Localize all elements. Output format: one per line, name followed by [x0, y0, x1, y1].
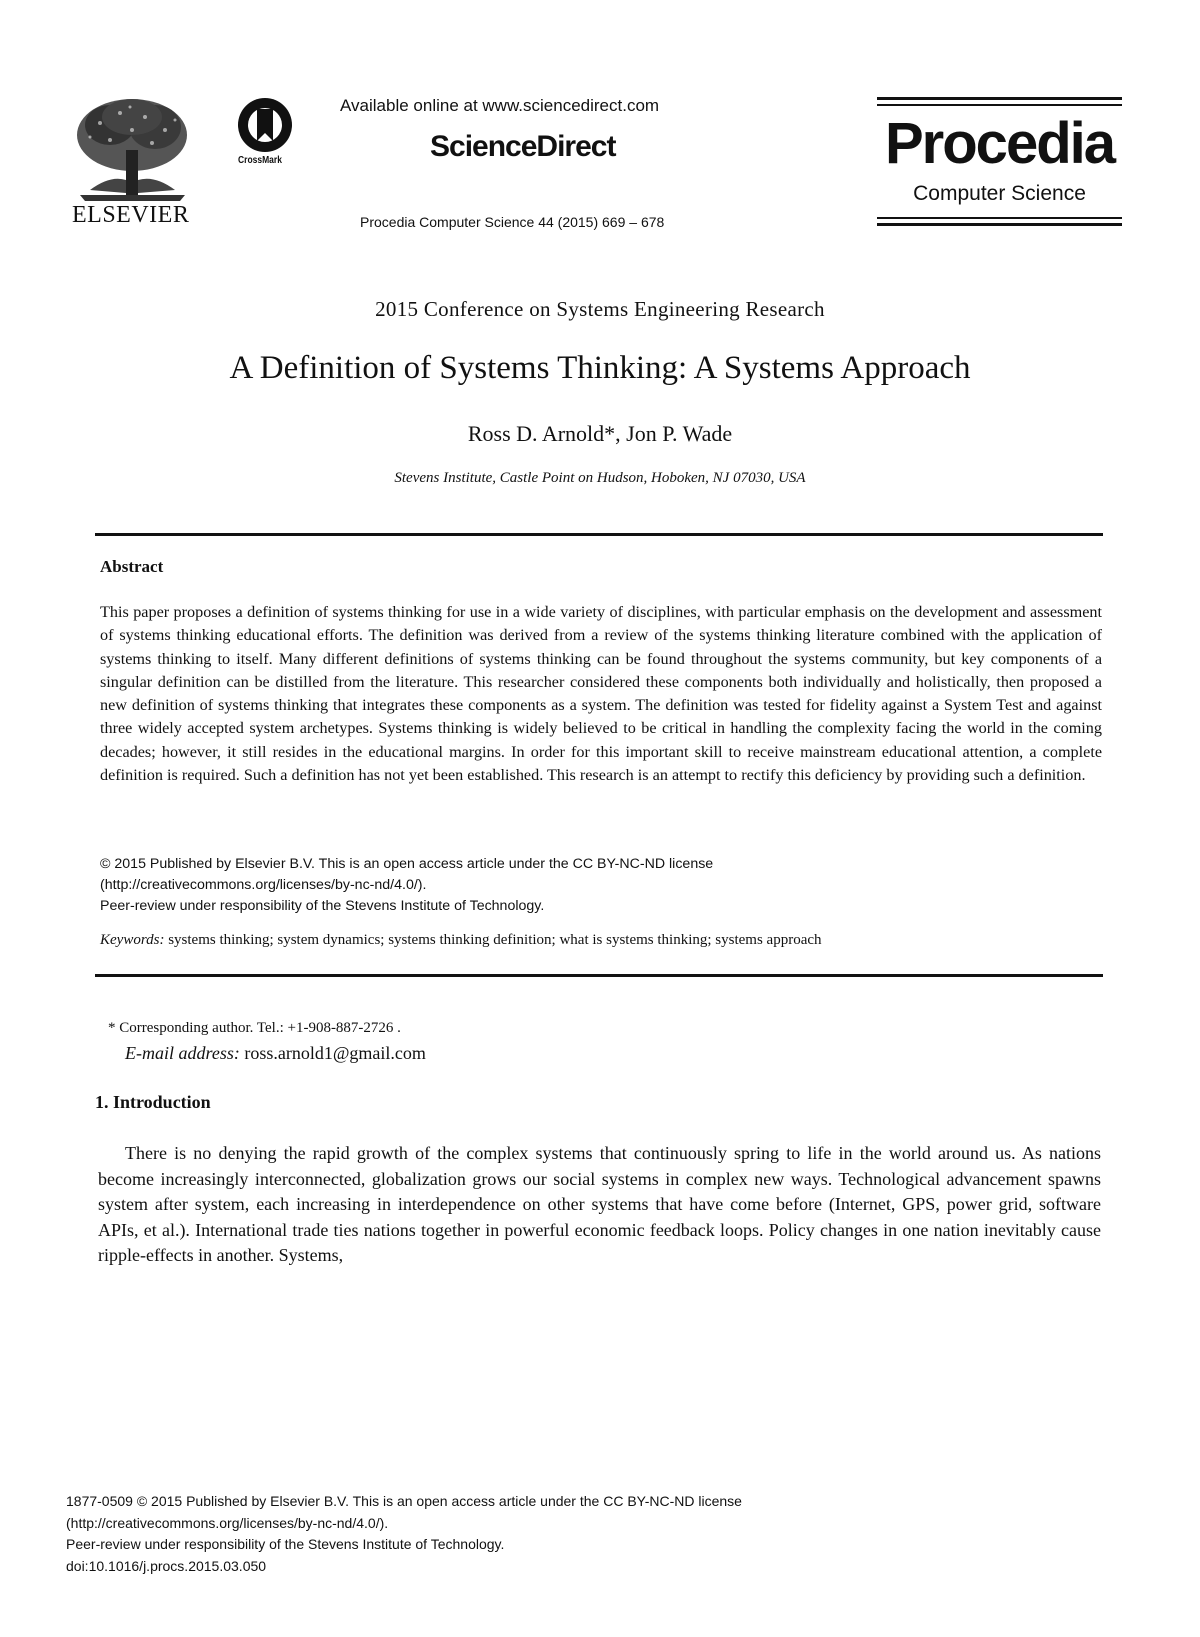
- email-address[interactable]: ross.arnold1@gmail.com: [239, 1043, 426, 1063]
- available-online-text[interactable]: Available online at www.sciencedirect.com: [340, 96, 660, 115]
- conference-name: 2015 Conference on Systems Engineering Research: [375, 297, 825, 321]
- page-footer: [66, 1491, 966, 1577]
- abstract-heading: Abstract: [100, 557, 164, 576]
- procedia-rule-top: [877, 97, 1122, 100]
- crossmark-label: CrossMark: [238, 155, 282, 166]
- footer-peer-review: Peer-review under responsibility of the Stevens Institute of Technology.: [66, 1536, 505, 1552]
- procedia-rule-top-thin: [877, 104, 1122, 106]
- keywords: [100, 932, 1100, 949]
- abstract-top-rule: [95, 533, 1103, 536]
- license-block: [100, 854, 1100, 917]
- elsevier-wordmark: ELSEVIER: [72, 202, 190, 228]
- peer-review-line: Peer-review under responsibility of the Stevens Institute of Technology.: [100, 898, 545, 914]
- footer-doi[interactable]: doi:10.1016/j.procs.2015.03.050: [66, 1557, 267, 1574]
- footer-issn-line: 1877-0509 © 2015 Published by Elsevier B.V. This is an open access article under the CC BY-NC-ND license: [66, 1493, 742, 1509]
- procedia-rule-bottom: [877, 223, 1122, 226]
- license-link[interactable]: (http://creativecommons.org/licenses/by-nc-nd/4.0/).: [100, 877, 427, 893]
- abstract-bottom-rule: [95, 974, 1103, 977]
- procedia-logo: [877, 97, 1122, 229]
- procedia-rule-bottom-thin: [877, 217, 1122, 219]
- corresponding-author-note: * Corresponding author. Tel.: +1-908-887-2726 .: [108, 1020, 401, 1036]
- paper-title: A Definition of Systems Thinking: A Systems Approach: [229, 350, 971, 386]
- email-label: E-mail address:: [125, 1043, 240, 1063]
- corresponding-email: [125, 1043, 426, 1064]
- procedia-wordmark: Procedia: [885, 111, 1114, 176]
- introduction-body: There is no denying the rapid growth of the complex systems that continuously spring to life in the world around us. As nations become increasingly interconnected, globalization grows our social systems in complex new ways. Technological advancement spawns system after system, each increasing in interdependence on other systems that have come before (Internet, GPS, power grid, software APIs, et al.). International trade ties nations together in powerful economic feedback loops. Policy changes in one nation inevitably cause ripple-effects in another. Systems,: [98, 1143, 1101, 1265]
- introduction-heading: 1. Introduction: [95, 1092, 211, 1112]
- sciencedirect-logo: ScienceDirect: [430, 130, 616, 163]
- footer-license-link[interactable]: (http://creativecommons.org/licenses/by-nc-nd/4.0/).: [66, 1514, 389, 1531]
- author-list: Ross D. Arnold*, Jon P. Wade: [467, 421, 733, 446]
- procedia-subtitle: Computer Science: [913, 182, 1086, 205]
- keywords-list: systems thinking; system dynamics; systems thinking definition; what is systems thinking; systems approach: [164, 932, 822, 948]
- journal-reference: Procedia Computer Science 44 (2015) 669 – 678: [360, 214, 665, 230]
- keywords-label: Keywords:: [100, 932, 165, 948]
- abstract-body: This paper proposes a definition of systems thinking for use in a wide variety of disciplines, with particular emphasis on the development and assessment of systems thinking educational efforts. The definition was derived from a review of the systems thinking literature combined with the application of systems thinking to itself. Many different definitions of systems thinking can be found throughout the systems community, but key components of a singular definition can be distilled from the literature. This researcher considered these components both individually and holistically, then proposed a new definition of systems thinking that integrates these components as a system. The definition was tested for fidelity against a System Test and against three widely accepted system archetypes. Systems thinking is widely believed to be critical in handling the complexity facing the world in the coming decades; however, it still resides in the educational margins. In order for this important skill to receive mainstream educational attention, a complete definition is required. Such a definition has not yet been established. This research is an attempt to rectify this deficiency by providing such a definition.: [100, 603, 1102, 785]
- license-line: © 2015 Published by Elsevier B.V. This is an open access article under the CC BY-NC-ND license: [100, 856, 714, 872]
- author-affiliation: Stevens Institute, Castle Point on Hudson, Hoboken, NJ 07030, USA: [394, 470, 806, 486]
